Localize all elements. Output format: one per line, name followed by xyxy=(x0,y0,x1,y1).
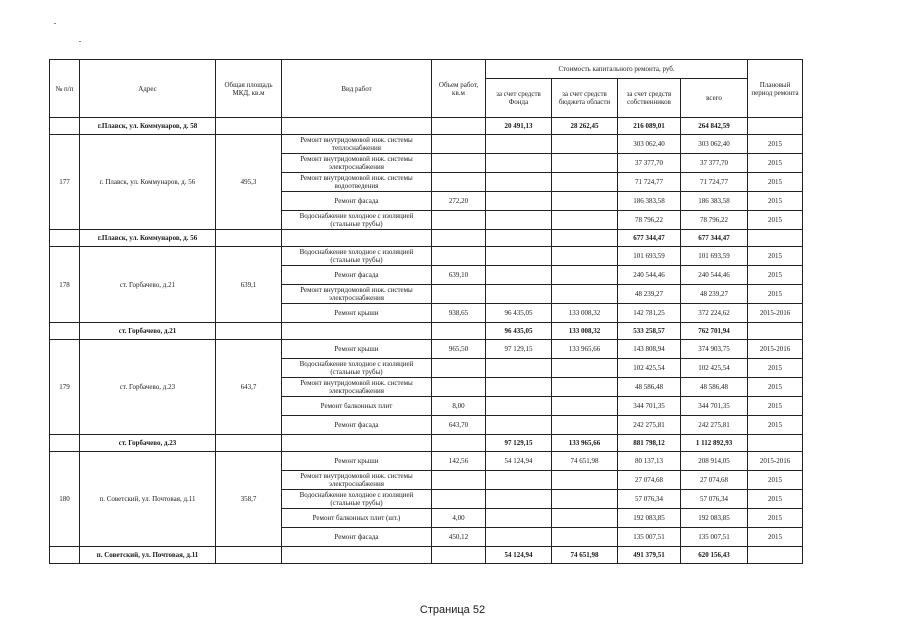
row-number: 177 xyxy=(50,135,80,230)
cell-fund xyxy=(486,509,552,528)
header-no: № п/п xyxy=(50,60,80,118)
cell-period: 2015 xyxy=(748,154,803,173)
cell-total: 37 377,70 xyxy=(681,154,748,173)
cell-work: Ремонт внутридомовой инж. системы электроснабжения xyxy=(282,285,432,304)
cell-fund xyxy=(486,528,552,547)
table-row xyxy=(50,452,803,471)
cell-work xyxy=(282,435,432,452)
header-owners: за счет средств собственников xyxy=(618,79,681,118)
cell-no xyxy=(50,118,80,135)
cell-owners: 135 007,51 xyxy=(618,528,681,547)
cell-owners: 37 377,70 xyxy=(618,154,681,173)
cell-period: 2015 xyxy=(748,528,803,547)
cell-volume xyxy=(432,435,486,452)
cell-period: 2015-2016 xyxy=(748,452,803,471)
cell-region: 74 651,98 xyxy=(552,547,618,564)
cell-fund: 96 435,05 xyxy=(486,304,552,323)
cell-volume xyxy=(432,490,486,509)
cell-no xyxy=(50,435,80,452)
header-region: за счет средств бюджета области xyxy=(552,79,618,118)
cell-volume xyxy=(432,323,486,340)
cell-region xyxy=(552,192,618,211)
cell-no xyxy=(50,547,80,564)
cell-period: 2015 xyxy=(748,266,803,285)
cell-region xyxy=(552,397,618,416)
cell-volume: 8,00 xyxy=(432,397,486,416)
cell-period: 2015 xyxy=(748,509,803,528)
cell-volume xyxy=(432,211,486,230)
cell-period: 2015 xyxy=(748,247,803,266)
row-address: п. Советский, ул. Почтовая, д.11 xyxy=(80,452,216,547)
cell-fund xyxy=(486,397,552,416)
cell-period: 2015 xyxy=(748,135,803,154)
cell-fund: 20 491,13 xyxy=(486,118,552,135)
cell-volume xyxy=(432,547,486,564)
cell-total: 71 724,77 xyxy=(681,173,748,192)
cell-region: 28 262,45 xyxy=(552,118,618,135)
cell-total: 27 074,68 xyxy=(681,471,748,490)
cell-fund xyxy=(486,266,552,285)
cell-region: 133 008,32 xyxy=(552,323,618,340)
cell-fund: 54 124,94 xyxy=(486,452,552,471)
cell-volume xyxy=(432,247,486,266)
cell-area xyxy=(216,547,282,564)
cell-owners: 101 693,59 xyxy=(618,247,681,266)
cell-no xyxy=(50,323,80,340)
cell-region xyxy=(552,173,618,192)
subtotal-address: г.Плавск, ул. Коммунаров, д. 58 xyxy=(80,118,216,135)
cell-owners: 192 083,85 xyxy=(618,509,681,528)
cell-work: Ремонт внутридомовой инж. системы теплоснабжения xyxy=(282,135,432,154)
cell-volume: 450,12 xyxy=(432,528,486,547)
cell-region xyxy=(552,247,618,266)
cell-volume xyxy=(432,285,486,304)
subtotal-address: ст. Горбачево, д.21 xyxy=(80,323,216,340)
cell-volume: 643,70 xyxy=(432,416,486,435)
cell-period: 2015 xyxy=(748,359,803,378)
cell-period xyxy=(748,118,803,135)
cell-owners: 142 781,25 xyxy=(618,304,681,323)
cell-total: 101 693,59 xyxy=(681,247,748,266)
cell-fund xyxy=(486,416,552,435)
cell-work xyxy=(282,230,432,247)
cell-volume xyxy=(432,378,486,397)
cell-fund xyxy=(486,378,552,397)
cell-region xyxy=(552,528,618,547)
subtotal-address: п. Советский, ул. Почтовая, д.11 xyxy=(80,547,216,564)
cell-owners: 80 137,13 xyxy=(618,452,681,471)
scan-speck xyxy=(54,23,56,24)
cell-volume xyxy=(432,359,486,378)
cell-total: 372 224,62 xyxy=(681,304,748,323)
cell-work: Ремонт фасада xyxy=(282,528,432,547)
cell-period xyxy=(748,435,803,452)
cell-work: Водоснабжение холодное с изоляцией (стальные трубы) xyxy=(282,490,432,509)
cell-owners: 491 379,51 xyxy=(618,547,681,564)
header-period: Плановый период ремонта xyxy=(748,60,803,118)
cell-region xyxy=(552,359,618,378)
cell-period: 2015 xyxy=(748,173,803,192)
cell-region xyxy=(552,378,618,397)
scan-speck xyxy=(79,41,81,42)
cell-period: 2015 xyxy=(748,416,803,435)
cell-region xyxy=(552,135,618,154)
cell-total: 242 275,81 xyxy=(681,416,748,435)
cell-fund xyxy=(486,192,552,211)
cell-volume: 4,00 xyxy=(432,509,486,528)
cell-work: Ремонт крыши xyxy=(282,452,432,471)
cell-total: 677 344,47 xyxy=(681,230,748,247)
page-number: Страница 52 xyxy=(419,604,486,616)
row-area: 358,7 xyxy=(216,452,282,547)
cell-period: 2015 xyxy=(748,192,803,211)
cell-fund: 97 129,15 xyxy=(486,435,552,452)
cell-owners: 186 383,58 xyxy=(618,192,681,211)
cell-total: 48 586,48 xyxy=(681,378,748,397)
row-number: 179 xyxy=(50,340,80,435)
cell-volume: 272,20 xyxy=(432,192,486,211)
cell-volume xyxy=(432,230,486,247)
subtotal-address: г.Плавск, ул. Коммунаров, д. 56 xyxy=(80,230,216,247)
cell-total: 186 383,58 xyxy=(681,192,748,211)
table-row xyxy=(50,247,803,266)
header-address: Адрес xyxy=(80,60,216,118)
cell-total: 78 796,22 xyxy=(681,211,748,230)
capital-repair-table xyxy=(49,59,803,564)
cell-region xyxy=(552,230,618,247)
cell-period xyxy=(748,230,803,247)
cell-region xyxy=(552,416,618,435)
cell-work: Ремонт внутридомовой инж. системы электроснабжения xyxy=(282,378,432,397)
cell-owners: 48 239,27 xyxy=(618,285,681,304)
cell-period: 2015 xyxy=(748,471,803,490)
cell-volume xyxy=(432,135,486,154)
cell-region: 74 651,98 xyxy=(552,452,618,471)
cell-region xyxy=(552,490,618,509)
subtotal-row xyxy=(50,118,803,135)
cell-fund xyxy=(486,211,552,230)
header-total: всего xyxy=(681,79,748,118)
cell-owners: 881 798,12 xyxy=(618,435,681,452)
cell-total: 192 083,85 xyxy=(681,509,748,528)
cell-work: Ремонт фасада xyxy=(282,266,432,285)
cell-fund xyxy=(486,154,552,173)
cell-fund xyxy=(486,230,552,247)
cell-work: Ремонт фасада xyxy=(282,192,432,211)
cell-work: Водоснабжение холодное с изоляцией (стальные трубы) xyxy=(282,211,432,230)
header-volume: Объем работ, кв.м xyxy=(432,60,486,118)
header-fund: за счет средств Фонда xyxy=(486,79,552,118)
row-area: 643,7 xyxy=(216,340,282,435)
row-address: ст. Горбачево, д.23 xyxy=(80,340,216,435)
cell-work: Ремонт балконных плит (шт.) xyxy=(282,509,432,528)
cell-region xyxy=(552,266,618,285)
cell-fund: 96 435,05 xyxy=(486,323,552,340)
cell-region xyxy=(552,471,618,490)
cell-total: 620 156,43 xyxy=(681,547,748,564)
cell-total: 264 842,59 xyxy=(681,118,748,135)
cell-period: 2015 xyxy=(748,211,803,230)
cell-volume xyxy=(432,173,486,192)
header-cost-group: Стоимость капитального ремонта, руб. xyxy=(486,60,748,79)
cell-fund xyxy=(486,471,552,490)
cell-volume xyxy=(432,118,486,135)
cell-area xyxy=(216,323,282,340)
cell-fund xyxy=(486,247,552,266)
cell-work: Ремонт фасада xyxy=(282,416,432,435)
cell-region xyxy=(552,154,618,173)
cell-total: 1 112 892,93 xyxy=(681,435,748,452)
row-area: 495,3 xyxy=(216,135,282,230)
cell-total: 57 076,34 xyxy=(681,490,748,509)
cell-area xyxy=(216,435,282,452)
cell-period: 2015 xyxy=(748,378,803,397)
cell-total: 208 914,05 xyxy=(681,452,748,471)
row-number: 178 xyxy=(50,247,80,323)
cell-owners: 102 425,54 xyxy=(618,359,681,378)
cell-owners: 71 724,77 xyxy=(618,173,681,192)
cell-fund: 97 129,15 xyxy=(486,340,552,359)
cell-work: Ремонт внутридомовой инж. системы водоотведения xyxy=(282,173,432,192)
cell-region: 133 965,66 xyxy=(552,435,618,452)
cell-period: 2015 xyxy=(748,397,803,416)
cell-fund xyxy=(486,135,552,154)
cell-owners: 57 076,34 xyxy=(618,490,681,509)
cell-work: Ремонт крыши xyxy=(282,340,432,359)
cell-period: 2015 xyxy=(748,490,803,509)
cell-period: 2015-2016 xyxy=(748,340,803,359)
cell-region: 133 965,66 xyxy=(552,340,618,359)
subtotal-address: ст. Горбачево, д.23 xyxy=(80,435,216,452)
cell-work: Ремонт внутридомовой инж. системы электроснабжения xyxy=(282,471,432,490)
cell-owners: 677 344,47 xyxy=(618,230,681,247)
header-work-type: Вид работ xyxy=(282,60,432,118)
cell-work: Водоснабжение холодное с изоляцией (стальные трубы) xyxy=(282,247,432,266)
cell-volume xyxy=(432,154,486,173)
row-address: ст. Горбачево, д.21 xyxy=(80,247,216,323)
row-area: 639,1 xyxy=(216,247,282,323)
cell-period: 2015 xyxy=(748,285,803,304)
cell-total: 374 903,75 xyxy=(681,340,748,359)
cell-work xyxy=(282,547,432,564)
cell-work: Ремонт внутридомовой инж. системы электроснабжения xyxy=(282,154,432,173)
cell-owners: 242 275,81 xyxy=(618,416,681,435)
cell-total: 102 425,54 xyxy=(681,359,748,378)
row-address: г. Плавск, ул. Коммунаров, д. 56 xyxy=(80,135,216,230)
cell-total: 48 239,27 xyxy=(681,285,748,304)
cell-total: 240 544,46 xyxy=(681,266,748,285)
table-row xyxy=(50,135,803,154)
cell-owners: 48 586,48 xyxy=(618,378,681,397)
cell-volume: 639,10 xyxy=(432,266,486,285)
table-row xyxy=(50,340,803,359)
cell-region xyxy=(552,509,618,528)
cell-volume: 938,65 xyxy=(432,304,486,323)
subtotal-row xyxy=(50,230,803,247)
cell-volume xyxy=(432,471,486,490)
cell-total: 303 062,40 xyxy=(681,135,748,154)
row-number: 180 xyxy=(50,452,80,547)
cell-fund xyxy=(486,490,552,509)
cell-period: 2015-2016 xyxy=(748,304,803,323)
cell-region: 133 008,32 xyxy=(552,304,618,323)
cell-region xyxy=(552,211,618,230)
cell-period xyxy=(748,323,803,340)
cell-total: 135 007,51 xyxy=(681,528,748,547)
cell-total: 762 701,94 xyxy=(681,323,748,340)
cell-volume: 965,50 xyxy=(432,340,486,359)
cell-work xyxy=(282,118,432,135)
cell-fund: 54 124,94 xyxy=(486,547,552,564)
subtotal-row xyxy=(50,323,803,340)
cell-no xyxy=(50,230,80,247)
cell-period xyxy=(748,547,803,564)
cell-owners: 303 062,40 xyxy=(618,135,681,154)
cell-owners: 27 074,68 xyxy=(618,471,681,490)
header-area: Общая площадь МКД, кв.м xyxy=(216,60,282,118)
cell-volume: 142,56 xyxy=(432,452,486,471)
subtotal-row xyxy=(50,547,803,564)
cell-area xyxy=(216,230,282,247)
cell-owners: 344 701,35 xyxy=(618,397,681,416)
cell-total: 344 701,35 xyxy=(681,397,748,416)
cell-work: Ремонт балконных плит xyxy=(282,397,432,416)
cell-region xyxy=(552,285,618,304)
cell-owners: 78 796,22 xyxy=(618,211,681,230)
cell-fund xyxy=(486,285,552,304)
cell-owners: 216 089,01 xyxy=(618,118,681,135)
cell-owners: 143 808,94 xyxy=(618,340,681,359)
cell-fund xyxy=(486,173,552,192)
cell-work: Ремонт крыши xyxy=(282,304,432,323)
cell-area xyxy=(216,118,282,135)
cell-work xyxy=(282,323,432,340)
subtotal-row xyxy=(50,435,803,452)
cell-owners: 533 258,57 xyxy=(618,323,681,340)
cell-owners: 240 544,46 xyxy=(618,266,681,285)
cell-work: Водоснабжение холодное с изоляцией (стальные трубы) xyxy=(282,359,432,378)
cell-fund xyxy=(486,359,552,378)
